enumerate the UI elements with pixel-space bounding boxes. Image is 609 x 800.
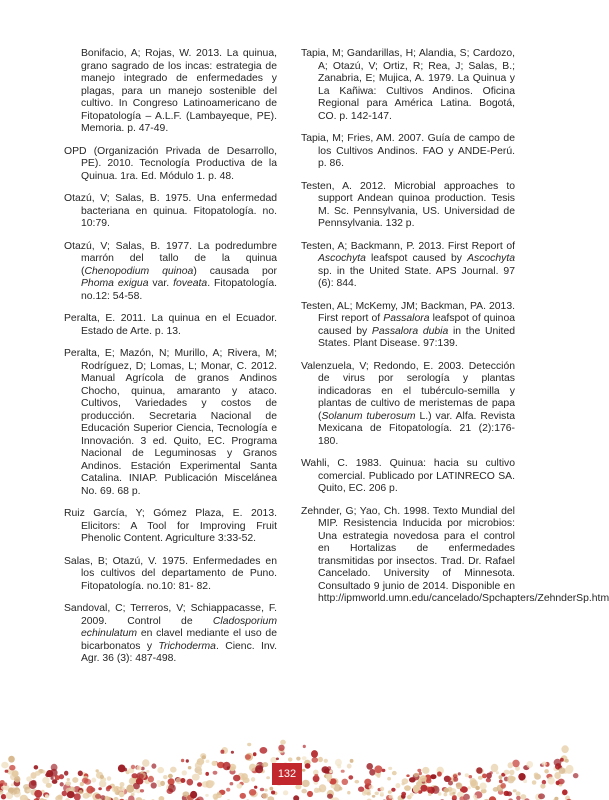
reference-entry — [301, 241, 515, 291]
right-reference-column — [301, 48, 609, 616]
page-number: 132 — [272, 763, 302, 785]
reference-text: . Cienc. Inv. Agr. 36 (3): 487-498. — [81, 640, 277, 664]
reference-text: Otazú, V; Salas, B. 1975. Una enfermedad bacteriana en quinua. Fitopatología. no. 10:79. — [64, 193, 277, 229]
italic-taxon-name: Phoma exigua — [81, 278, 149, 289]
reference-text: Testen, A. 2012. Microbial approaches to support Andean quinoa production. Tesis M. Sc. Pennsylvania, US. Universidad de Pennsylvania. 132 p. — [301, 180, 515, 229]
reference-text: Salas, B; Otazú, V. 1975. Enfermedades en los cultivos del departamento de Puno. Fitopatología. no.10: 81- 82. — [64, 555, 277, 592]
italic-taxon-name: Chenopodium quinoa — [84, 265, 194, 277]
reference-text: . Fitopatología. no.12: 54-58. — [81, 278, 277, 302]
reference-text: Ruiz García, Y; Gómez Plaza, E. 2013. Elicitors: A Tool for Improving Fruit Phenolic Content. Agriculture 3:33-52. — [64, 508, 277, 544]
reference-entry — [301, 48, 515, 123]
italic-taxon-name: Passalora dubia — [371, 325, 449, 337]
italic-taxon-name: foveata — [173, 278, 208, 289]
reference-text: var. — [148, 278, 174, 289]
reference-entry — [64, 146, 277, 184]
reference-text: ) causada por — [193, 265, 277, 277]
reference-text: in the United States. Plant Disease. 97:139. — [318, 325, 516, 349]
reference-entry — [64, 193, 277, 231]
reference-text: leafspot caused by — [365, 253, 468, 264]
italic-taxon-name: Solanum tuberosum — [321, 410, 416, 422]
reference-text: Tapia, M; Gandarillas, H; Alandia, S; Cardozo, A; Otazú, V; Ortiz, R; Rea, J; Salas, B.; Zanabria, E; Mujica, A. 1979. La Quinua y La Kañiwa: Cultivos Andinos. Oficina Regional para América Latina. Bogotá, CO. p. 142-147. — [301, 48, 515, 122]
italic-taxon-name: Cladosporium echinulatum — [81, 615, 277, 639]
reference-text: Testen, AL; McKemy, JM; Backman, PA. 2013. First report of — [301, 300, 515, 324]
reference-entry — [64, 241, 277, 304]
reference-text: Tapia, M; Fries, AM. 2007. Guía de campo de los Cultivos Andinos. FAO y ANDE-Perú. p. 86. — [301, 133, 515, 169]
reference-text: Peralta, E. 2011. La quinua en el Ecuador. Estado de Arte. p. 13. — [64, 313, 277, 337]
reference-text: Otazú, V; Salas, B. 1977. La podredumbre marrón del tallo de la quinua ( — [64, 240, 277, 277]
reference-text: Peralta, E; Mazón, N; Murillo, A; Rivera, M; Rodríguez, D; Lomas, L; Monar, C. 2012. Manual Agrícola de granos Andinos Chocho, quinua, amaranto y ataco. Cultivos, Variedades y costos de producción. Secretaria Nacional de Educación Superior Ciencia, Tecnología e Innovación. 3 ed. Quito, EC. Programa Nacional de Leguminosas y Granos Andinos. Estación Experimental Santa Catalina. INIAP. Publicación Miscelánea No. 69. 68 p. — [64, 348, 277, 497]
reference-entry — [301, 301, 515, 351]
italic-taxon-name: Trichoderma — [158, 640, 216, 652]
reference-text: Testen, A; Backmann, P. 2013. First Report of — [301, 240, 515, 252]
reference-text: L.) var. Alfa. Revista Mexicana de Fitopatología. 21 (2):176-180. — [318, 410, 515, 447]
quinoa-grains-decoration — [0, 712, 576, 800]
reference-entry — [301, 181, 515, 231]
italic-taxon-name: Ascochyta — [467, 253, 515, 264]
reference-text: en clavel mediante el uso de bicarbonatos y — [81, 628, 277, 652]
reference-text: leafspot of quinoa caused by — [318, 313, 515, 337]
reference-text: Zehnder, G; Yao, Ch. 1998. Texto Mundial del MIP. Resistencia Inducida por microbios: Una estrategia novedosa para el control en Hortalizas de enfermedades transmitidas por insectos. Trad. Dr. Rafael Cancelado. University of Minnesota. Consultado 9 junio de 2014. Disponible en http://ipmworld.umn.edu/cancelado/Spchapters/ZehnderSp.htm — [301, 505, 609, 604]
reference-text: Valenzuela, V; Redondo, E. 2003. Detección de virus por serología y plantas indicadoras en el tubérculo-semilla y plantas de cultivo de meristemas de papa ( — [301, 360, 515, 422]
reference-text: Bonifacio, A; Rojas, W. 2013. La quinua, grano sagrado de los incas: estrategia de manejo integrado de enfermedades y plagas, para un manejo sostenible del cultivo. In Congreso Latinoamericano de Fitopatología – A.L.F. (Lambayeque, PE). Memoria. p. 47-49. — [81, 48, 277, 134]
reference-text: Sandoval, C; Terreros, V; Schiappacasse, F. 2009. Control de — [64, 603, 277, 627]
reference-entry — [64, 48, 277, 136]
reference-entry — [64, 603, 277, 666]
reference-entry — [64, 508, 277, 546]
reference-entry — [64, 348, 277, 498]
italic-taxon-name: Ascochyta — [318, 253, 366, 264]
reference-text: Wahli, C. 1983. Quinua: hacia su cultivo comercial. Publicado por LATINRECO SA. Quito, EC. 206 p. — [301, 458, 515, 494]
reference-entry — [64, 556, 277, 594]
left-reference-column — [64, 48, 277, 676]
italic-taxon-name: Passalora — [383, 313, 430, 324]
reference-text: sp. in the United State. APS Journal. 97 (6): 844. — [318, 265, 515, 289]
reference-text: OPD (Organización Privada de Desarrollo, PE). 2010. Tecnología Productiva de la Quinua. 1ra. Ed. Módulo 1. p. 48. — [64, 145, 277, 182]
reference-entry — [64, 313, 277, 338]
reference-entry — [301, 505, 609, 606]
reference-entry — [301, 133, 515, 171]
reference-entry — [301, 458, 515, 496]
reference-entry — [301, 361, 515, 449]
